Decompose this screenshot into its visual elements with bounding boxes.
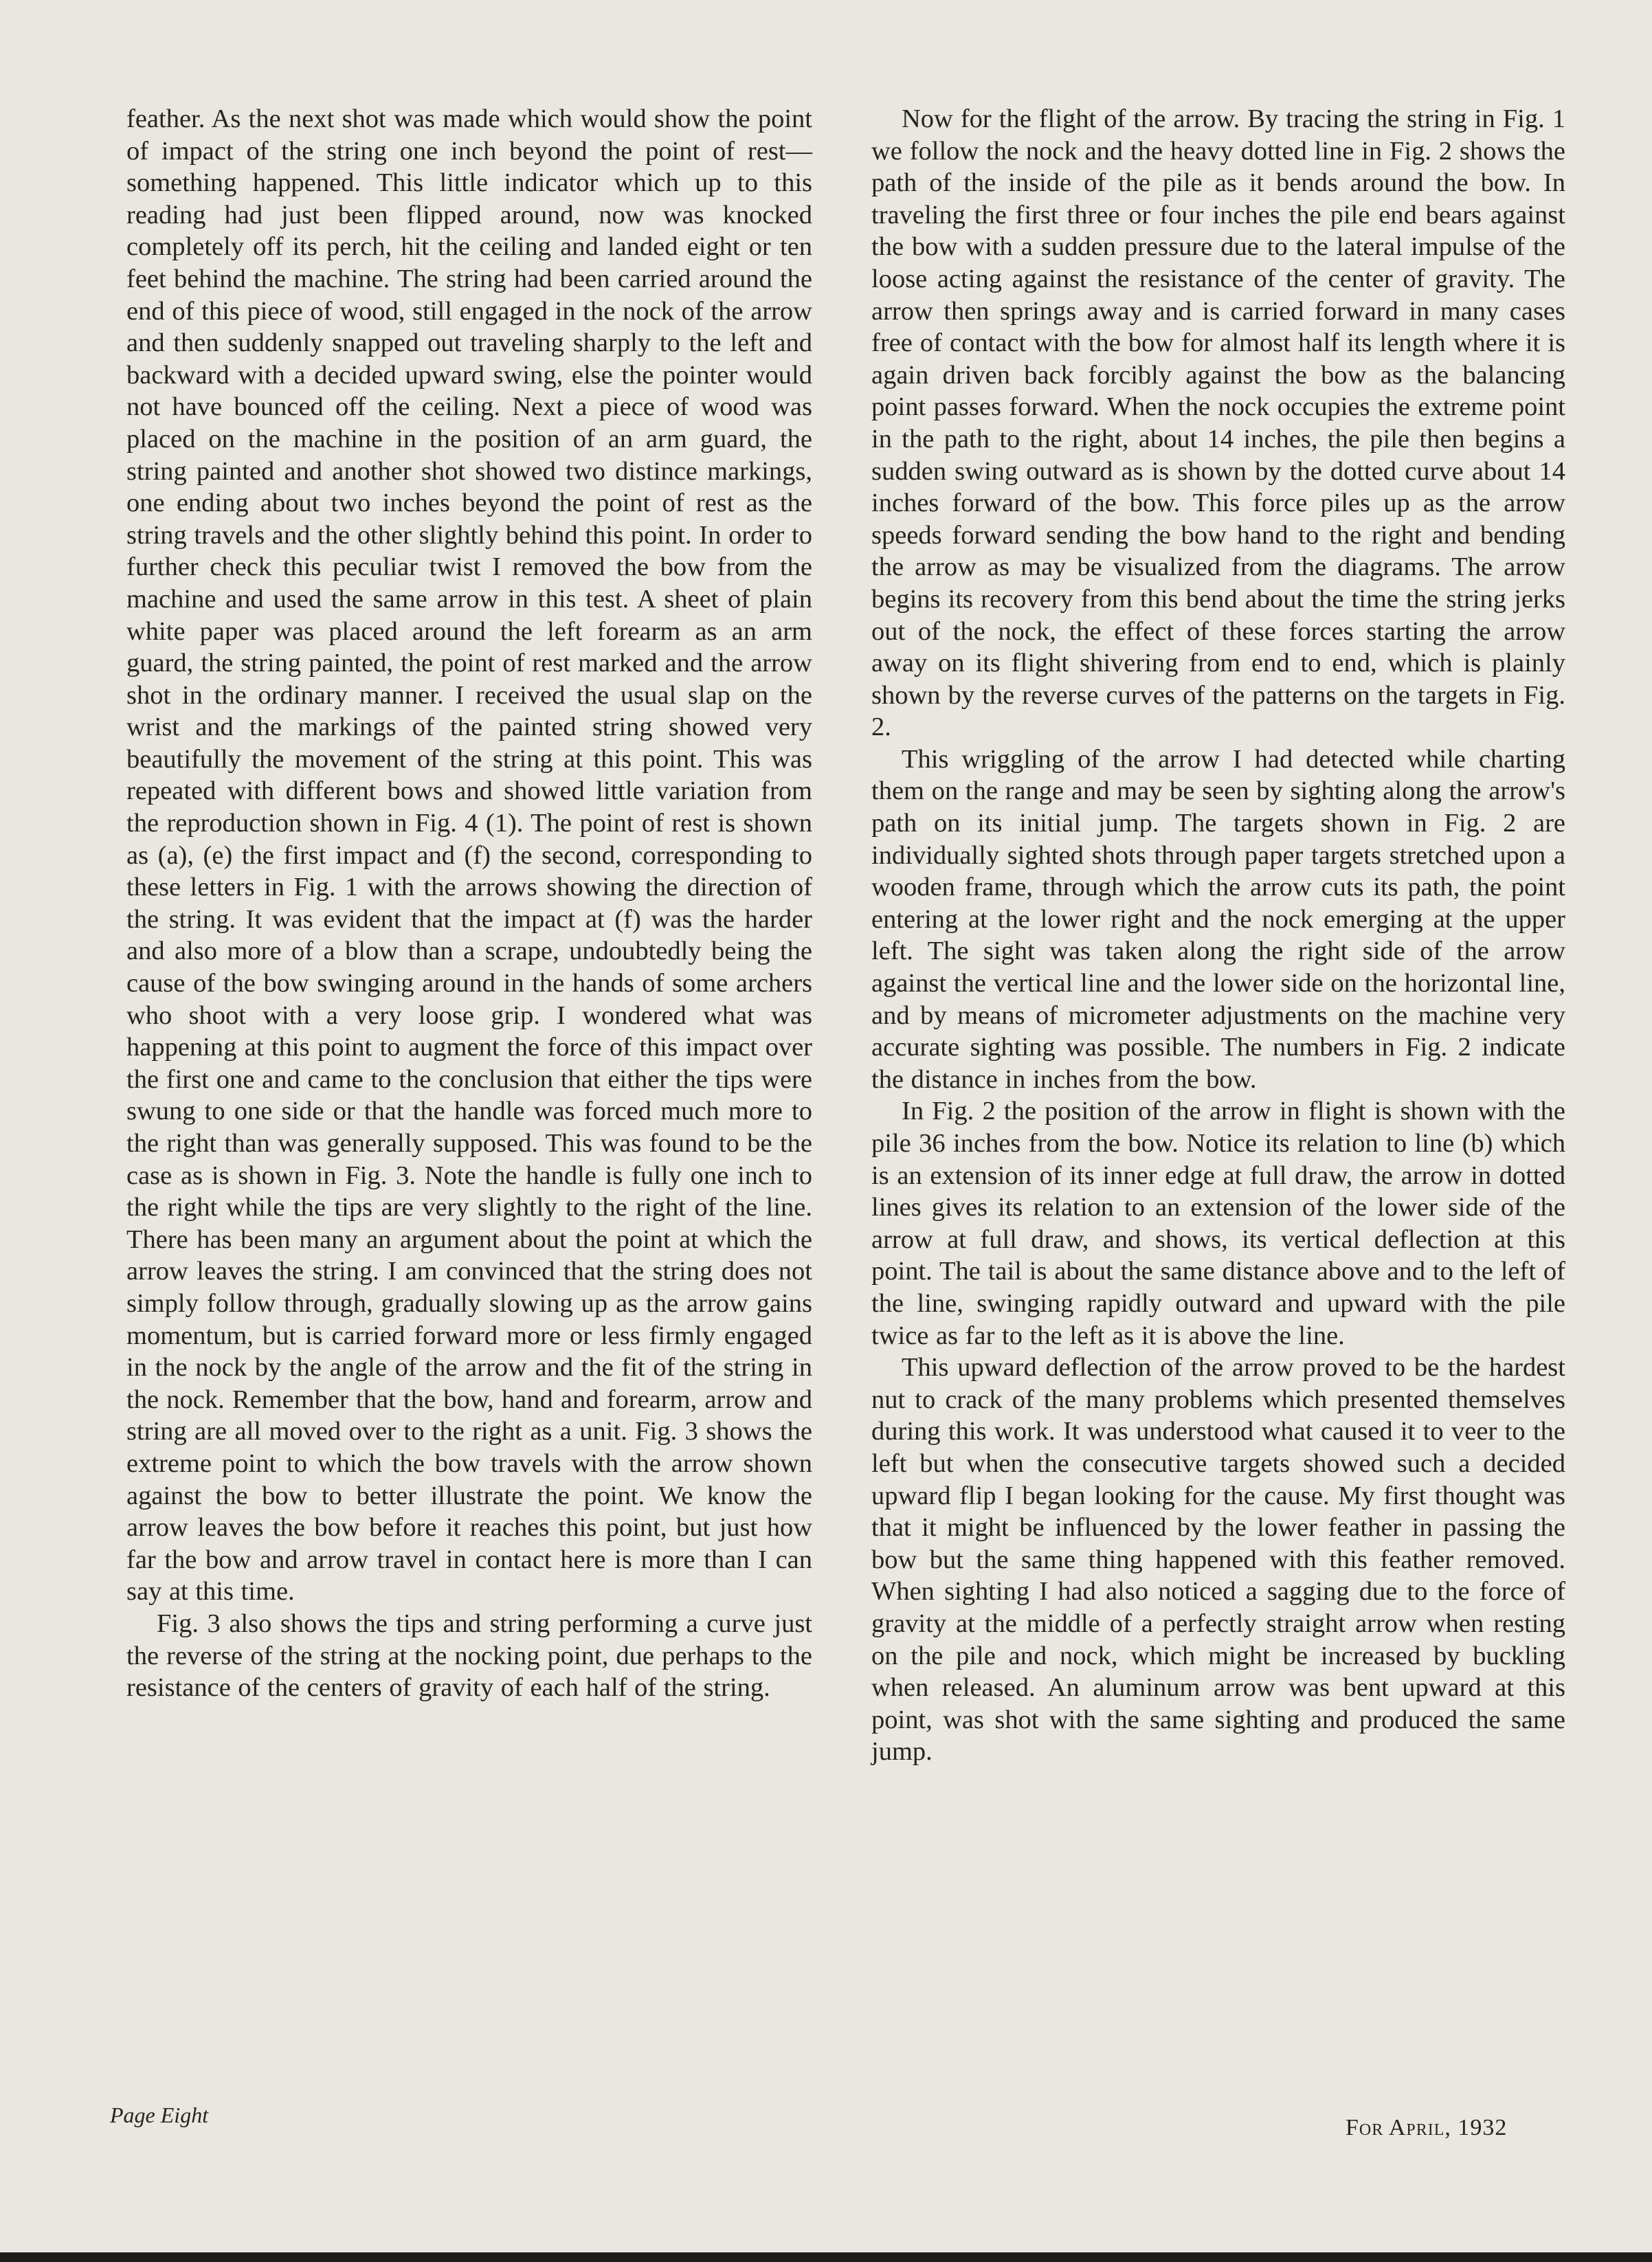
right-paragraph-3: In Fig. 2 the position of the arrow in flight is shown with the pile 36 inches from the bow. Notice its relation to line (b) which is an extension of its inner edge at full draw, the arrow in dotted lines gives its relation to an extension of the lower side of the arrow at full draw, and shows, its vertical deflection at this point. The tail is about the same distance above and to the left of the line, swinging rapidly outward and upward with the pile twice as far to the left as it is above the line. — [871, 1097, 1565, 1350]
right-column — [871, 103, 1565, 1768]
issue-date: For April, 1932 — [1346, 2115, 1508, 2140]
scan-edge — [0, 2252, 1652, 2262]
left-paragraph-2: Fig. 3 also shows the tips and string performing a curve just the reverse of the string at the nocking point, due perhaps to the resistance of the centers of gravity of each half of the string. — [126, 1609, 812, 1703]
right-paragraph-4: This upward deflection of the arrow proved to be the hardest nut to crack of the many problems which presented themselves during this work. It was understood what caused it to veer to the left but when the consecutive targets showed such a decided upward flip I began looking for the cause. My first thought was that it might be influenced by the lower feather in passing the bow but the same thing happened with this feather removed. When sighting I had also noticed a sagging due to the force of gravity at the middle of a perfectly straight arrow when resting on the pile and nock, which might be increased by buckling when released. An aluminum arrow was bent upward at this point, was shot with the same sighting and produced the same jump. — [871, 1353, 1565, 1767]
left-paragraph-1: feather. As the next shot was made which would show the point of impact of the string one inch beyond the point of rest—something happened. This little indicator which up to this reading had just been flipped around, now was knocked completely off its perch, hit the ceiling and landed eight or ten feet behind the machine. The string had been carried around the end of this piece of wood, still engaged in the nock of the arrow and then suddenly snapped out traveling sharply to the left and backward with a decided upward swing, else the pointer would not have bounced off the ceiling. Next a piece of wood was placed on the machine in the position of an arm guard, the string painted and another shot showed two distince markings, one ending about two inches beyond the point of rest as the string travels and the other slightly behind this point. In order to further check this peculiar twist I removed the bow from the machine and used the same arrow in this test. A sheet of plain white paper was placed around the left forearm as an arm guard, the string painted, the point of rest marked and the arrow shot in the ordinary manner. I received the usual slap on the wrist and the markings of the painted string showed very beautifully the movement of the string at this point. This was repeated with different bows and showed little variation from the reproduction shown in Fig. 4 (1). The point of rest is shown as (a), (e) the first impact and (f) the second, corresponding to these letters in Fig. 1 with the arrows showing the direction of the string. It was evident that the impact at (f) was the harder and also more of a blow than a scrape, undoubtedly being the cause of the bow swinging around in the hands of some archers who shoot with a very loose grip. I wondered what was happening at this point to augment the force of this impact over the first one and came to the conclusion that either the tips were swung to one side or that the handle was forced much more to the right than was generally supposed. This was found to be the case as is shown in Fig. 3. Note the handle is fully one inch to the right while the tips are very slightly to the right of the line. There has been many an argument about the point at which the arrow leaves the string. I am convinced that the string does not simply follow through, gradually slowing up as the arrow gains momentum, but is carried forward more or less firmly engaged in the nock by the angle of the arrow and the fit of the string in the nock. Remember that the bow, hand and forearm, arrow and string are all moved over to the right as a unit. Fig. 3 shows the extreme point to which the bow travels with the arrow shown against the bow to better illustrate the point. We know the arrow leaves the bow before it reaches this point, but just how far the bow and arrow travel in contact here is more than I can say at this time. — [126, 104, 812, 1606]
left-column — [126, 103, 812, 1704]
page-number: Page Eight — [110, 2103, 209, 2127]
right-paragraph-1: Now for the flight of the arrow. By tracing the string in Fig. 1 we follow the nock and the heavy dotted line in Fig. 2 shows the path of the inside of the pile as it bends around the bow. In traveling the first three or four inches the pile end bears against the bow with a sudden pressure due to the lateral impulse of the loose acting against the resistance of the center of gravity. The arrow then springs away and is carried forward in many cases free of contact with the bow for almost half its length where it is again driven back forcibly against the bow as the balancing point passes forward. When the nock occupies the extreme point in the path to the right, about 14 inches, the pile then begins a sudden swing outward as is shown by the dotted curve about 14 inches forward of the bow. This force piles up as the arrow speeds forward sending the bow hand to the right and bending the arrow as may be visualized from the diagrams. The arrow begins its recovery from this bend about the time the string jerks out of the nock, the effect of these forces starting the arrow away on its flight shivering from end to end, which is plainly shown by the reverse curves of the patterns on the targets in Fig. 2. — [871, 104, 1565, 742]
right-paragraph-2: This wriggling of the arrow I had detected while charting them on the range and may be seen by sighting along the arrow's path on its initial jump. The targets shown in Fig. 2 are individually sighted shots through paper targets stretched upon a wooden frame, through which the arrow cuts its path, the point entering at the lower right and the nock emerging at the upper left. The sight was taken along the right side of the arrow against the vertical line and the lower side on the horizontal line, and by means of micrometer adjustments on the machine very accurate sighting was possible. The numbers in Fig. 2 indicate the distance in inches from the bow. — [871, 744, 1565, 1094]
